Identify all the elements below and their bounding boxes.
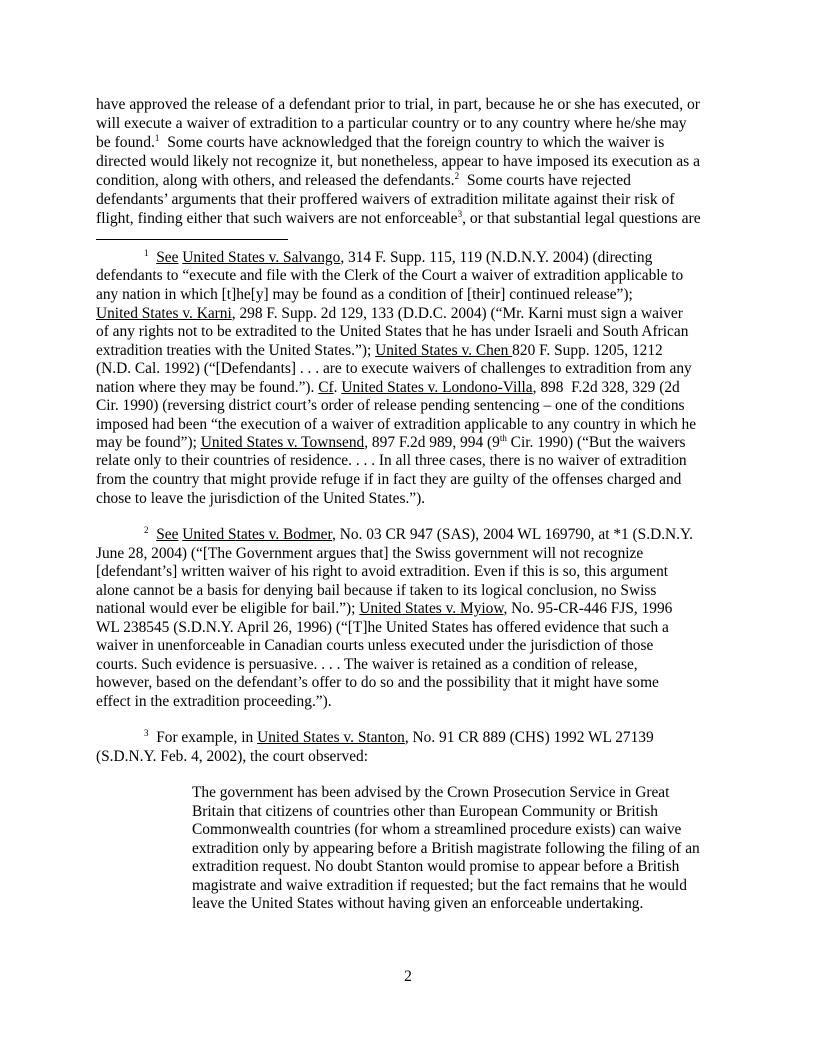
footnote-line bbox=[144, 249, 652, 267]
body-text-span: flight, finding either that such waivers are not enforceable bbox=[96, 210, 458, 227]
page-number: 2 bbox=[404, 968, 412, 985]
quote-line: extradition request. No doubt Stanton would promise to appear before a British bbox=[192, 858, 680, 875]
footnote-line bbox=[96, 305, 683, 323]
footnote-line: effect in the extradition proceeding.”). bbox=[96, 693, 332, 710]
body-line: have approved the release of a defendant prior to trial, in part, because he or she has executed, or bbox=[96, 96, 700, 113]
citation-text: , 298 F. Supp. 2d 129, 133 (D.D.C. 2004) (“Mr. Karni must sign a waiver bbox=[231, 305, 683, 322]
citation-text: , 898 F.2d 328, 329 (2d bbox=[532, 379, 680, 396]
signal-see: See bbox=[156, 249, 179, 266]
footnote-line: WL 238545 (S.D.N.Y. April 26, 1996) (“[T]he United States has offered evidence that such a bbox=[96, 619, 669, 636]
body-text-span: Some courts have rejected bbox=[459, 172, 631, 189]
quote-line: Commonwealth countries (for whom a streamlined procedure exists) can waive bbox=[192, 821, 682, 838]
footnote-line: imposed had been “the execution of a waiver of extradition applicable to any country in which he bbox=[96, 416, 697, 433]
citation-text: nation where they may be found.”). bbox=[96, 379, 319, 396]
footnote-line bbox=[96, 600, 672, 618]
case-citation[interactable]: United States v. Chen bbox=[375, 342, 513, 359]
footnote-line bbox=[96, 342, 663, 360]
case-citation[interactable]: United States v. Londono-Villa bbox=[341, 379, 533, 396]
footnote-line: defendants to “execute and file with the Clerk of the Court a waiver of extradition applicable to bbox=[96, 267, 684, 284]
quote-line: Britain that citizens of countries other than European Community or British bbox=[192, 803, 658, 820]
footnote-line: from the country that might provide refuge if in fact they are guilty of the offenses charged and bbox=[96, 471, 682, 488]
citation-text: may be found”); bbox=[96, 434, 201, 451]
body-line bbox=[96, 172, 631, 190]
footnote-number: 3 bbox=[144, 728, 149, 738]
citation-text: 820 F. Supp. 1205, 1212 bbox=[512, 342, 663, 359]
body-line: directed would likely not recognize it, but nonetheless, appear to have imposed its execution as a bbox=[96, 153, 701, 170]
case-citation[interactable]: United States v. Karni bbox=[96, 305, 232, 322]
body-line: will execute a waiver of extradition to a particular country or to any country where he/she may bbox=[96, 115, 687, 132]
body-text-span: condition, along with others, and released the defendants. bbox=[96, 172, 455, 189]
body-line bbox=[96, 134, 664, 152]
footnote-line bbox=[96, 434, 686, 452]
case-citation[interactable]: United States v. Myiow bbox=[359, 600, 504, 617]
citation-text: Cir. 1990) (“But the waivers bbox=[506, 434, 686, 451]
signal-cf: Cf bbox=[318, 379, 334, 396]
citation-text: , No. 03 CR 947 (SAS), 2004 WL 169790, at *1 (S.D.N.Y. bbox=[332, 526, 693, 543]
citation-text: , No. 91 CR 889 (CHS) 1992 WL 27139 bbox=[404, 729, 654, 746]
footnote-line: alone cannot be a basis for denying bail because if taken to its logical conclusion, no Swiss bbox=[96, 582, 657, 599]
footnote-line bbox=[96, 379, 680, 397]
citation-text: . bbox=[333, 379, 342, 396]
footnote-line: any nation in which [t]he[y] may be found as a condition of [their] continued release”); bbox=[96, 286, 633, 303]
footnote-line: Cir. 1990) (reversing district court’s order of release pending sentencing – one of the conditions bbox=[96, 397, 685, 414]
case-citation[interactable]: United States v. Bodmer bbox=[182, 526, 333, 543]
footnote-line: of any rights not to be extradited to the United States that he has under Israeli and South African bbox=[96, 323, 689, 340]
body-text-span: , or that substantial legal questions are bbox=[462, 210, 701, 227]
footnote-line: (S.D.N.Y. Feb. 4, 2002), the court observed: bbox=[96, 748, 369, 765]
footnote-line: June 28, 2004) (“[The Government argues that] the Swiss government will not recognize bbox=[96, 545, 644, 562]
footnote-line: (N.D. Cal. 1992) (“[Defendants] . . . are to execute waivers of challenges to extradition from any bbox=[96, 360, 692, 377]
footnote-number: 1 bbox=[144, 248, 149, 258]
footnote-line bbox=[144, 729, 654, 747]
footnote-line: relate only to their countries of residence. . . . In all three cases, there is no waiver of extradition bbox=[96, 452, 687, 469]
footnote-line: [defendant’s] written waiver of his right to avoid extradition. Even if this is so, this argument bbox=[96, 563, 669, 580]
citation-text: , No. 95-CR-446 FJS, 1996 bbox=[503, 600, 673, 617]
body-text-span: Some courts have acknowledged that the foreign country to which the waiver is bbox=[159, 134, 665, 151]
footnote-line: courts. Such evidence is persuasive. . . . The waiver is retained as a condition of release, bbox=[96, 656, 638, 673]
footnote-line: waiver in unenforceable in Canadian courts unless executed under the jurisdiction of those bbox=[96, 637, 654, 654]
footnote-number: 2 bbox=[144, 525, 149, 535]
footnote-line: however, based on the defendant’s offer to do so and the possibility that it might have some bbox=[96, 674, 659, 691]
footnote-ref-1[interactable]: 1 bbox=[154, 133, 160, 143]
ordinal-suffix: th bbox=[499, 433, 507, 443]
footnote-line: chose to leave the jurisdiction of the United States.”). bbox=[96, 490, 426, 507]
signal-see: See bbox=[156, 526, 179, 543]
body-text-span: be found. bbox=[96, 134, 155, 151]
quote-line: magistrate and waive extradition if requested; but the fact remains that he would bbox=[192, 877, 687, 894]
footnote-separator bbox=[96, 239, 288, 240]
footnote-line bbox=[144, 526, 693, 544]
body-line: defendants’ arguments that their proffered waivers of extradition militate against their risk of bbox=[96, 191, 675, 208]
citation-text: extradition treaties with the United States.”); bbox=[96, 342, 376, 359]
body-line bbox=[96, 210, 701, 228]
case-citation[interactable]: United States v. Townsend bbox=[200, 434, 365, 451]
quote-line: The government has been advised by the Crown Prosecution Service in Great bbox=[192, 784, 670, 801]
citation-text: For example, in bbox=[148, 729, 258, 746]
citation-text: , 314 F. Supp. 115, 119 (N.D.N.Y. 2004) (directing bbox=[340, 249, 653, 266]
footnote-ref-3[interactable]: 3 bbox=[457, 209, 463, 219]
case-citation[interactable]: United States v. Stanton bbox=[257, 729, 405, 746]
citation-text: , 897 F.2d 989, 994 (9 bbox=[364, 434, 500, 451]
quote-line: leave the United States without having given an enforceable undertaking. bbox=[192, 895, 644, 912]
citation-text: national would ever be eligible for bail.”); bbox=[96, 600, 360, 617]
quote-line: extradition only by appearing before a British magistrate following the filing of an bbox=[192, 840, 700, 857]
footnote-ref-2[interactable]: 2 bbox=[454, 171, 460, 181]
case-citation[interactable]: United States v. Salvango bbox=[182, 249, 341, 266]
